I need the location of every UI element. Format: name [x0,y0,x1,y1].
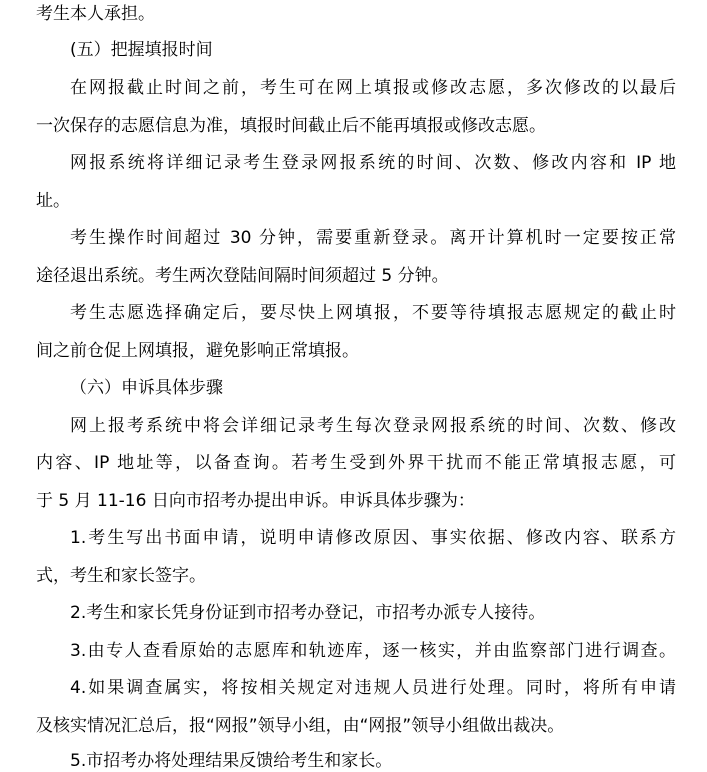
step-4-line-1: 4.如果调查属实，将按相关规定对违规人员进行处理。同时，将所有申请 [70,678,676,698]
text-line-13: 内容、IP 地址等，以备查询。若考生受到外界干扰而不能正常填报志愿，可 [36,453,676,473]
step-1-line-1: 1.考生写出书面申请，说明申请修改原因、事实依据、修改内容、联系方 [70,528,676,548]
text-line-7: 考生操作时间超过 30 分钟，需要重新登录。离开计算机时一定要按正常 [70,228,676,248]
text-line-3: 在网报截止时间之前，考生可在网上填报或修改志愿，多次修改的以最后 [70,78,676,98]
step-3: 3.由专人查看原始的志愿库和轨迹库，逐一核实，并由监察部门进行调查。 [70,641,676,661]
text-line-6: 址。 [36,191,70,211]
text-line-4: 一次保存的志愿信息为准，填报时间截止后不能再填报或修改志愿。 [36,116,546,136]
section-heading-6: （六）申诉具体步骤 [70,378,223,398]
section-heading-5: (五）把握填报时间 [70,40,213,60]
text-line-5: 网报系统将详细记录考生登录网报系统的时间、次数、修改内容和 IP 地 [70,153,676,173]
step-5: 5.市招考办将处理结果反馈给考生和家长。 [70,751,393,771]
step-2: 2.考生和家长凭身份证到市招考办登记，市招考办派专人接待。 [70,603,546,623]
step-4-line-2: 及核实情况汇总后，报“网报”领导小组，由“网报”领导小组做出裁决。 [36,716,565,736]
text-line-1: 考生本人承担。 [36,4,155,24]
text-line-9: 考生志愿选择确定后，要尽快上网填报，不要等待填报志愿规定的截止时 [70,303,676,323]
step-1-line-2: 式，考生和家长签字。 [36,566,206,586]
text-line-10: 间之前仓促上网填报，避免影响正常填报。 [36,341,359,361]
text-line-12: 网上报考系统中将会详细记录考生每次登录网报系统的时间、次数、修改 [70,416,676,436]
text-line-8: 途径退出系统。考生两次登陆间隔时间须超过 5 分钟。 [36,266,449,286]
text-line-14: 于 5 月 11-16 日向市招考办提出申诉。申诉具体步骤为： [36,491,475,511]
